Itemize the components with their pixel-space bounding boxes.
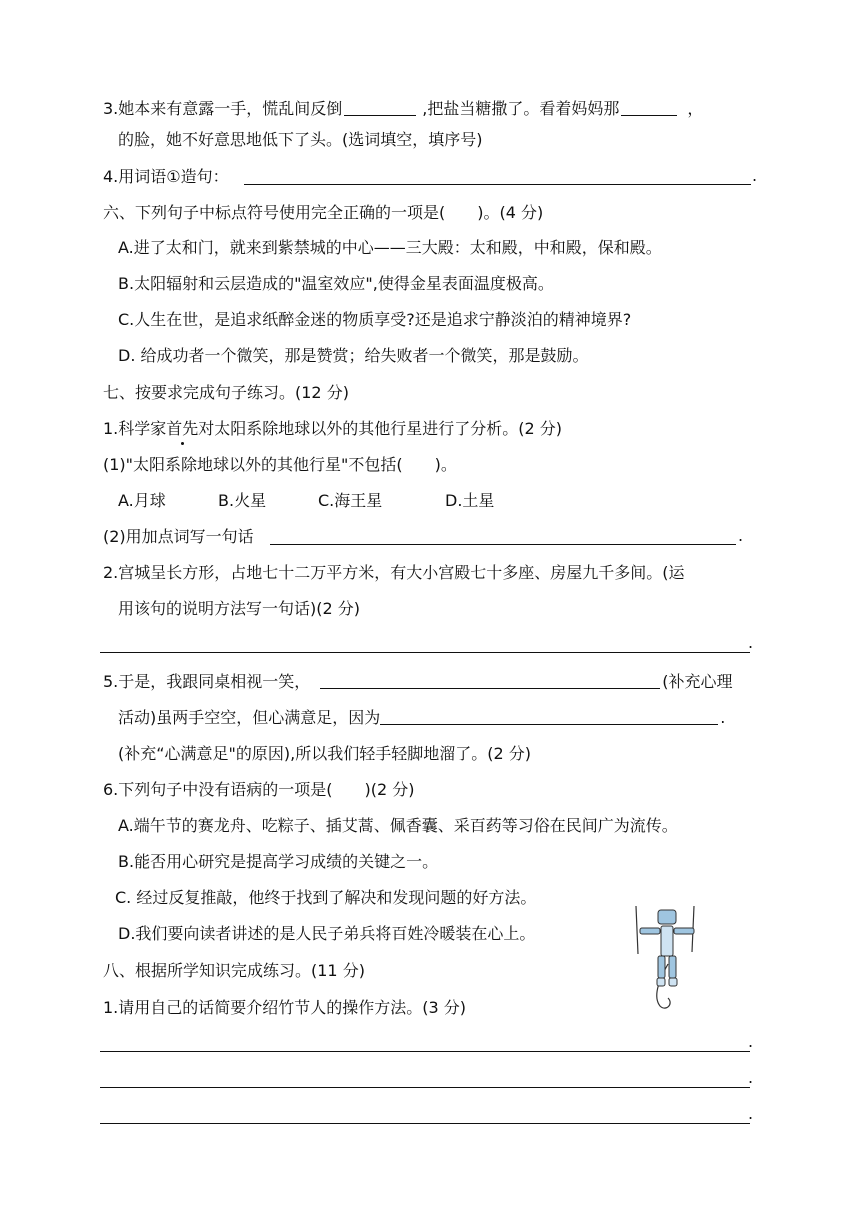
sec7-title: 七、按要求完成句子练习。(12 分) xyxy=(103,383,349,402)
sec8-end-mark-3: . xyxy=(748,1104,754,1123)
q3-blank-2[interactable] xyxy=(621,97,677,116)
q5-text-c: 活动)虽两手空空，但心满意足，因为 xyxy=(118,708,381,727)
bamboo-puppet-icon xyxy=(628,902,708,1014)
sec8-title: 八、根据所学知识完成练习。(11 分) xyxy=(103,961,365,980)
sec7-q1-post: 对太阳系除地球以外的其他行星进行了分析。(2 分) xyxy=(198,419,563,438)
q6-option-a[interactable]: A.端午节的赛龙舟、吃粽子、插艾蒿、佩香囊、采百药等习俗在民间广为流传。 xyxy=(118,816,678,835)
sec7-sub1: (1)"太阳系除地球以外的其他行星"不包括( )。 xyxy=(103,455,457,474)
q4-answer-line[interactable] xyxy=(244,184,751,185)
q3-text-b: ,把盐当糖撒了。看着妈妈那 xyxy=(422,99,620,118)
sec7-sub1-option-d[interactable]: D.土星 xyxy=(445,491,495,510)
q3-line2: 的脸，她不好意思地低下了头。(选词填空，填序号) xyxy=(118,130,483,149)
sec7-q1-pre: 1.科学家 xyxy=(103,419,167,438)
q5-end-mark: . xyxy=(720,708,726,727)
sec7-q1 xyxy=(103,418,562,440)
sec6-title: 六、下列句子中标点符号使用完全正确的一项是( )。(4 分) xyxy=(103,203,544,222)
sec7-q2-line1: 2.宫城呈长方形，占地七十二万平方米，有大小宫殿七十多座、房屋九千多间。(运 xyxy=(103,563,685,582)
sec8-answer-line-2[interactable] xyxy=(100,1087,750,1088)
sec8-answer-line-1[interactable] xyxy=(100,1051,750,1052)
sec7-sub2: (2)用加点词写一句话 xyxy=(103,527,254,546)
q3-text-c: ， xyxy=(687,99,704,118)
q6-title: 6.下列句子中没有语病的一项是( )(2 分) xyxy=(103,780,415,799)
sec7-sub2-end-mark: . xyxy=(738,526,744,545)
q5-text-a: 5.于是，我跟同桌相视一笑， xyxy=(103,672,311,691)
sec8-q1: 1.请用自己的话简要介绍竹节人的操作方法。(3 分) xyxy=(103,998,467,1017)
emphasized-word: 首先 xyxy=(166,419,199,438)
q4-end-mark: . xyxy=(752,166,758,185)
sec8-end-mark-2: . xyxy=(748,1068,754,1087)
sec7-sub1-option-c[interactable]: C.海王星 xyxy=(318,491,383,510)
sec6-option-b[interactable]: B.太阳辐射和云层造成的"温室效应",使得金星表面温度极高。 xyxy=(118,274,554,293)
q5-blank-2[interactable] xyxy=(380,706,718,725)
q3-line1 xyxy=(103,97,703,120)
q3-text-a: 3.她本来有意露一手，慌乱间反倒 xyxy=(103,99,343,118)
q5-text-b: (补充心理 xyxy=(662,672,733,691)
q6-option-b[interactable]: B.能否用心研究是提高学习成绩的关键之一。 xyxy=(118,852,439,871)
q3-blank-1[interactable] xyxy=(344,97,416,116)
q5-line3: (补充“心满意足"的原因),所以我们轻手轻脚地溜了。(2 分) xyxy=(118,744,531,763)
q5-blank-1[interactable] xyxy=(320,670,660,689)
sec7-q2-answer-line[interactable] xyxy=(100,652,750,653)
sec6-option-c[interactable]: C.人生在世，是追求纸醉金迷的物质享受?还是追求宁静淡泊的精神境界? xyxy=(118,310,632,329)
sec6-option-a[interactable]: A.进了太和门，就来到紫禁城的中心——三大殿：太和殿，中和殿，保和殿。 xyxy=(118,238,662,257)
q5-line1 xyxy=(103,670,733,693)
q6-option-d[interactable]: D.我们要向读者讲述的是人民子弟兵将百姓冷暖装在心上。 xyxy=(118,924,536,943)
q4-label: 4.用词语①造句： xyxy=(103,167,229,186)
sec8-answer-line-3[interactable] xyxy=(100,1123,750,1124)
q6-option-c[interactable]: C. 经过反复推敲，他终于找到了解决和发现问题的好方法。 xyxy=(115,888,537,907)
sec7-sub1-option-a[interactable]: A.月球 xyxy=(118,491,166,510)
sec8-end-mark-1: . xyxy=(748,1032,754,1051)
sec7-sub2-answer-line[interactable] xyxy=(270,544,736,545)
sec6-option-d[interactable]: D. 给成功者一个微笑，那是赞赏；给失败者一个微笑，那是鼓励。 xyxy=(118,346,589,365)
q5-line2 xyxy=(118,706,725,729)
sec7-sub1-option-b[interactable]: B.火星 xyxy=(218,491,267,510)
sec7-q2-end-mark: . xyxy=(748,633,754,652)
sec7-q2-line2: 用该句的说明方法写一句话)(2 分) xyxy=(118,599,360,618)
